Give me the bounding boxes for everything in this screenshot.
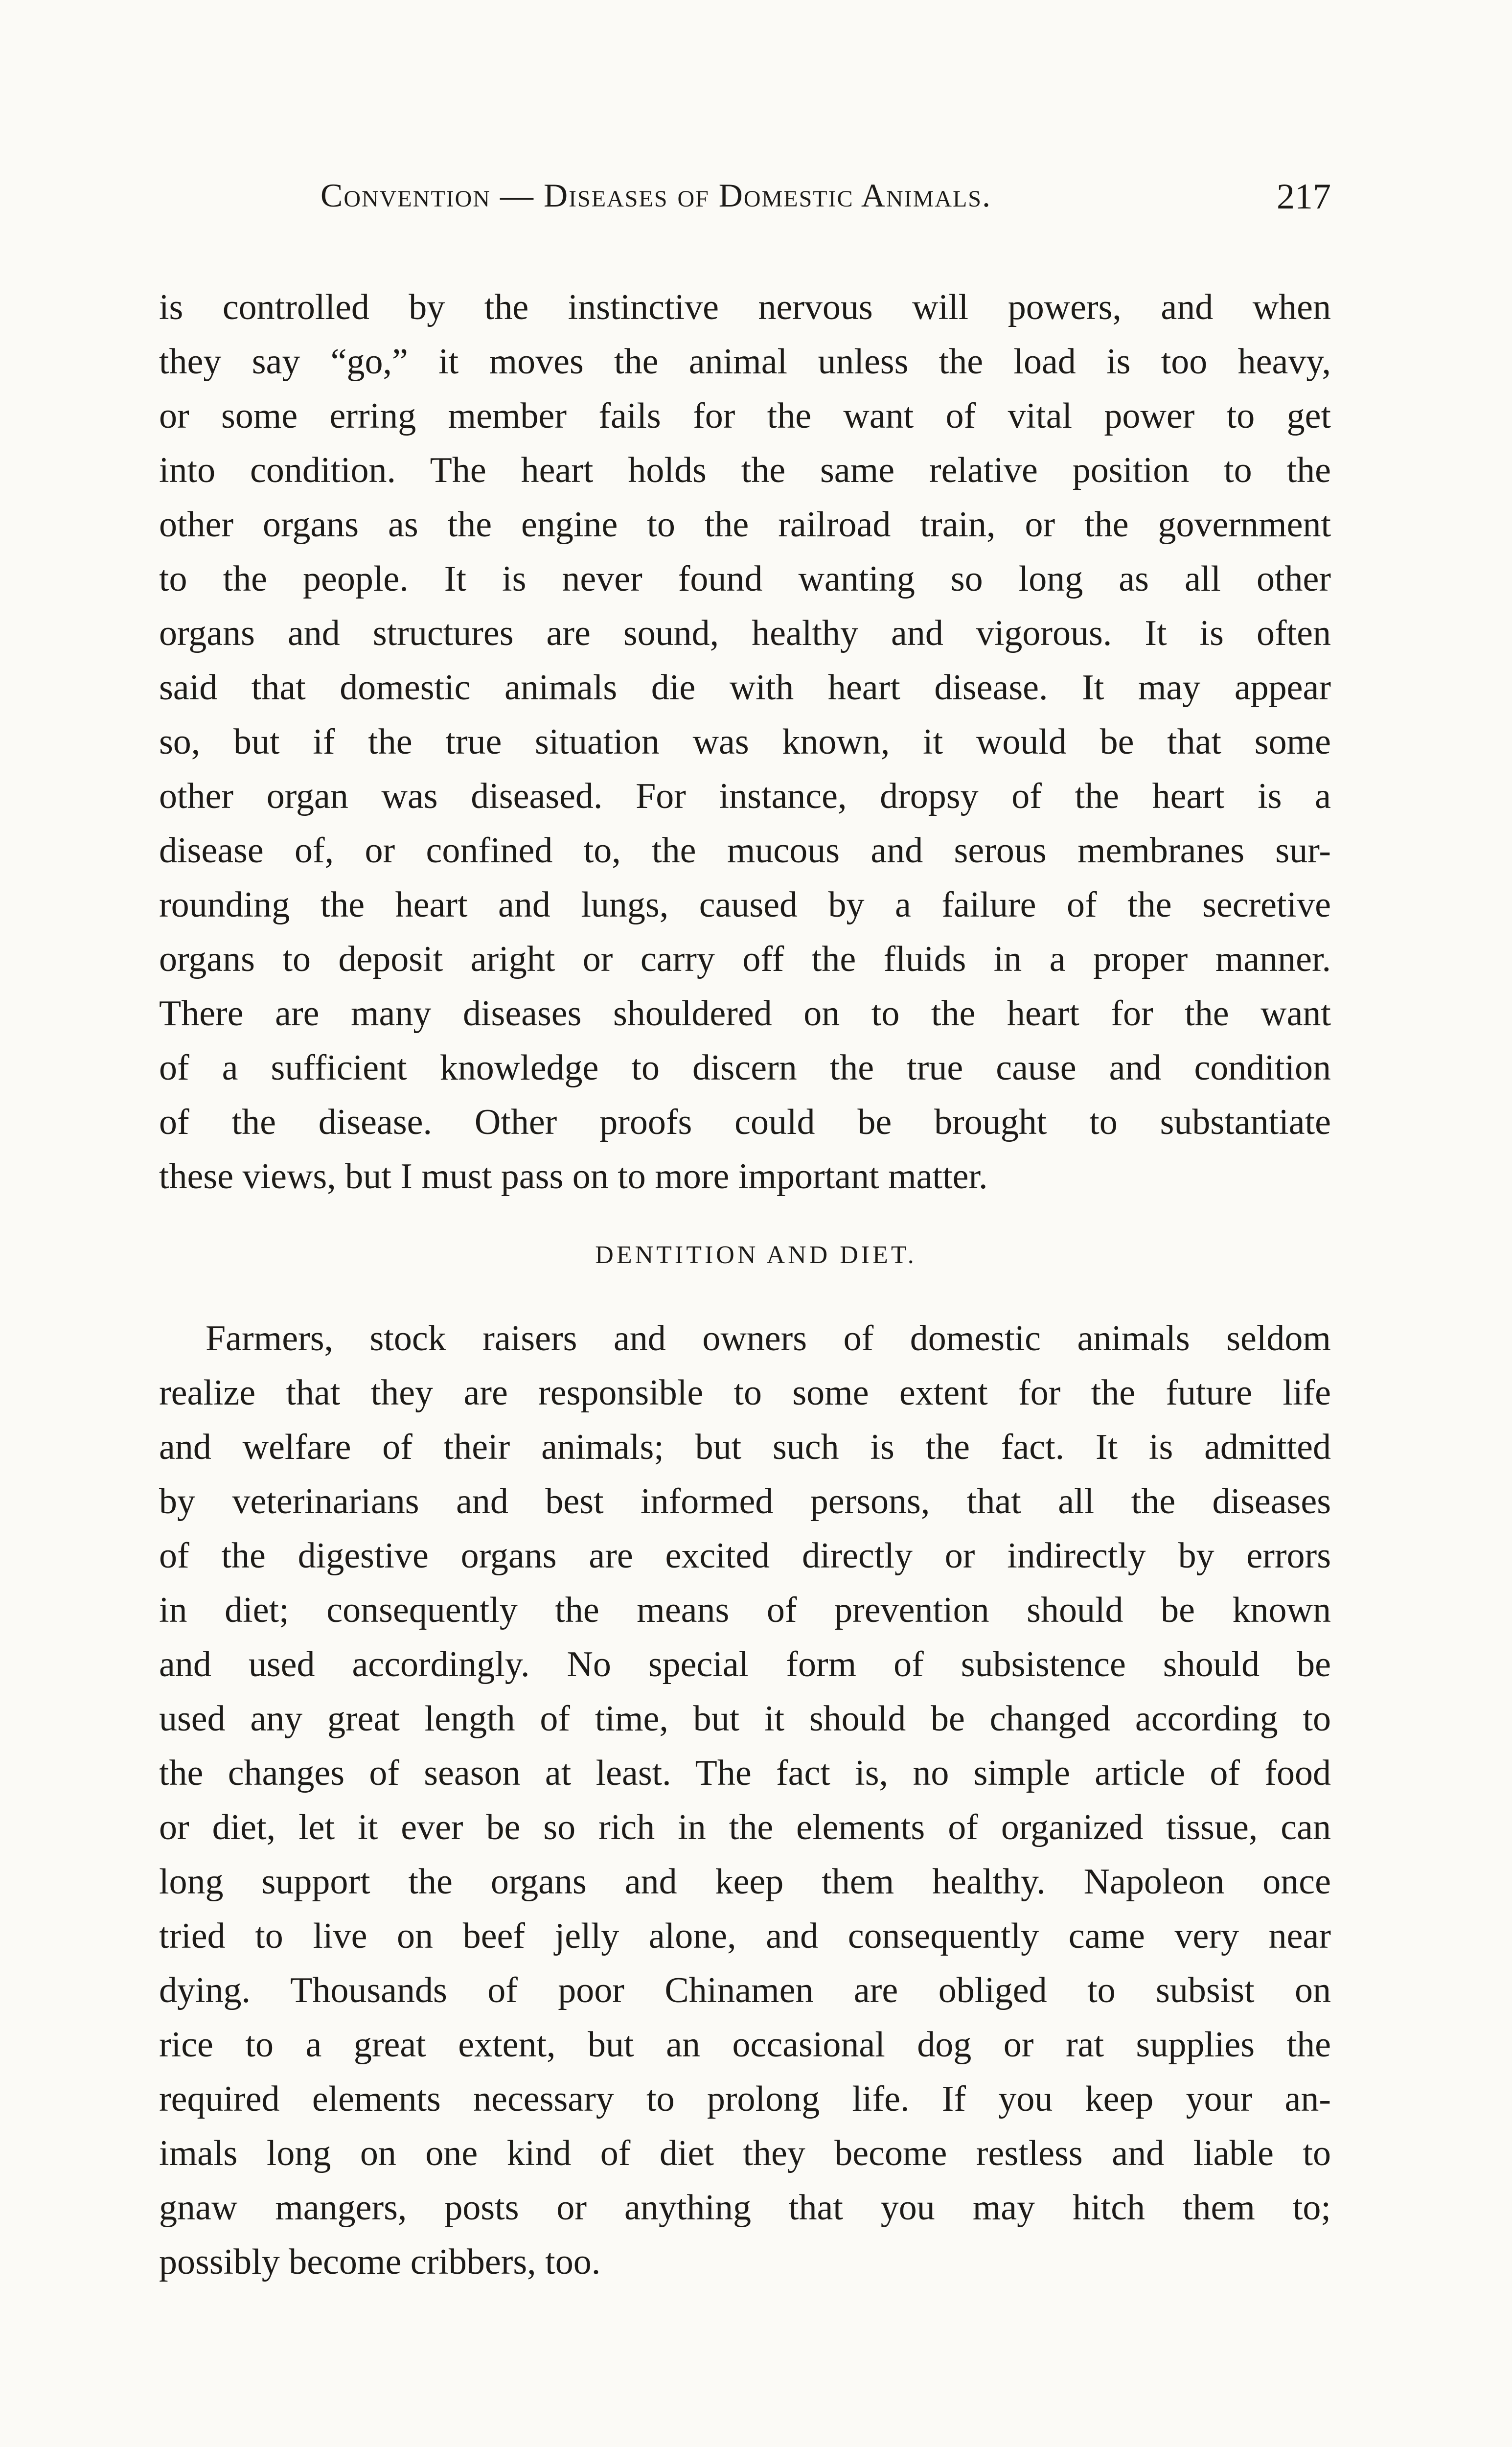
text-line: rounding the heart and lungs, caused by a failure of the secretive: [159, 885, 1331, 925]
text-line: or diet, let it ever be so rich in the elements of organized tissue, can: [159, 1807, 1331, 1847]
text-line: organs to deposit aright or carry off the fluids in a proper manner.: [159, 939, 1331, 979]
text-line: gnaw mangers, posts or anything that you may hitch them to;: [159, 2188, 1331, 2228]
text-line: used any great length of time, but it should be changed according to: [159, 1699, 1331, 1739]
text-line: these views, but I must pass on to more important matter.: [159, 1156, 988, 1197]
paragraph-heart: [159, 280, 1331, 1204]
text-line: to the people. It is never found wanting so long as all other: [159, 559, 1331, 599]
text-line: in diet; consequently the means of prevention should be known: [159, 1590, 1331, 1630]
running-title: Convention — Diseases of Domestic Animals.: [321, 177, 991, 214]
text-line: and used accordingly. No special form of subsistence should be: [159, 1644, 1331, 1685]
text-line: said that domestic animals die with heart disease. It may appear: [159, 668, 1331, 708]
text-line: There are many diseases shouldered on to the heart for the want: [159, 993, 1331, 1034]
text-line: rice to a great extent, but an occasional dog or rat supplies the: [159, 2025, 1331, 2065]
running-head: [274, 176, 1331, 230]
text-line: is controlled by the instinctive nervous will powers, and when: [159, 287, 1331, 327]
text-line: of the digestive organs are excited directly or indirectly by errors: [159, 1536, 1331, 1576]
text-line: required elements necessary to prolong life. If you keep your an-: [159, 2079, 1331, 2119]
text-line: imals long on one kind of diet they become restless and liable to: [159, 2133, 1331, 2173]
text-line: realize that they are responsible to some extent for the future life: [159, 1373, 1331, 1413]
text-line: and welfare of their animals; but such is the fact. It is admitted: [159, 1427, 1331, 1467]
text-line: of the disease. Other proofs could be brought to substantiate: [159, 1102, 1331, 1142]
paragraph-dentition-diet: [159, 1312, 1331, 2289]
text-line: the changes of season at least. The fact is, no simple article of food: [159, 1753, 1331, 1793]
text-line: other organ was diseased. For instance, dropsy of the heart is a: [159, 776, 1331, 816]
text-line: of a sufficient knowledge to discern the true cause and condition: [159, 1048, 1331, 1088]
section-heading: DENTITION AND DIET.: [595, 1241, 917, 1269]
text-line: possibly become cribbers, too.: [159, 2242, 601, 2282]
text-line: organs and structures are sound, healthy and vigorous. It is often: [159, 613, 1331, 653]
page-number: 217: [1277, 177, 1331, 217]
text-line: by veterinarians and best informed persons, that all the diseases: [159, 1481, 1331, 1522]
text-line: or some erring member fails for the want of vital power to get: [159, 396, 1331, 436]
text-line: into condition. The heart holds the same relative position to the: [159, 450, 1331, 490]
text-line: Farmers, stock raisers and owners of domestic animals seldom: [206, 1318, 1331, 1359]
text-line: disease of, or confined to, the mucous and serous membranes sur-: [159, 831, 1331, 871]
text-line: long support the organs and keep them healthy. Napoleon once: [159, 1862, 1331, 1902]
text-line: so, but if the true situation was known, it would be that some: [159, 722, 1331, 762]
text-line: dying. Thousands of poor Chinamen are obliged to subsist on: [159, 1970, 1331, 2010]
text-line: they say “go,” it moves the animal unless the load is too heavy,: [159, 342, 1331, 382]
text-line: tried to live on beef jelly alone, and consequently came very near: [159, 1916, 1331, 1956]
text-line: other organs as the engine to the railroad train, or the government: [159, 505, 1331, 545]
